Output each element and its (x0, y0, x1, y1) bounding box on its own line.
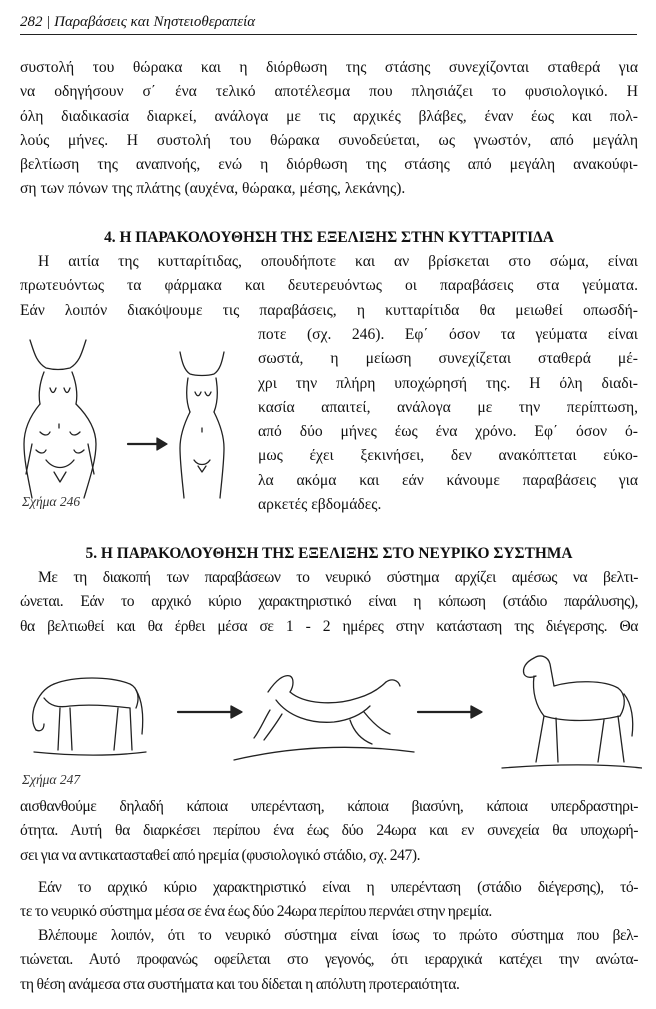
section-5-paragraph-1 (20, 566, 638, 639)
figure-247-caption: Σχήμα 247 (22, 772, 81, 787)
text-line: βελτίωση της αναπνοής, ενώ η διόρθωση της στάσης από μεγάλη ανακούφι- (20, 156, 638, 174)
text-line: Με τη διακοπή των παραβάσεων το νευρικό σύστημα αρχίζει αμέσως να βελτι- (38, 569, 638, 586)
text-line: αισθανθούμε δηλαδή κάποια υπερένταση, κάποια βιασύνη, κάποια υπερδραστηρι- (20, 798, 638, 815)
text-line: όλη διαδικασία διαρκεί, ανάλογα με τις αρχικές βλάβες, έναν έως και πολ- (20, 107, 638, 125)
text-line: Εάν το αρχικό κύριο χαρακτηριστικό είναι η υπερένταση (στάδιο διέγερσης), τό- (38, 879, 638, 896)
female-body-before-after-illustration (10, 332, 250, 502)
text-line: μως έχει ξεκινήσει, δεν ανακόπτεται εύκο- (258, 447, 638, 465)
section-5-paragraph-3 (20, 876, 638, 925)
section-5-heading: 5. Η ΠΑΡΑΚΟΛΟΥΘΗΣΗ ΤΗΣ ΕΞΕΛΙΞΗΣ ΣΤΟ ΝΕΥΡΙΚΟ ΣΥΣΤΗΜΑ (85, 545, 573, 562)
text-line: από δύο μήνες έως ένα χρόνο. Εφ΄ όσον ό- (258, 423, 638, 441)
text-line: λα ακόμα και εάν κάνουμε παραβάσεις για (258, 471, 638, 489)
text-line: ώνεται. Εάν το αρχικό κύριο χαρακτηριστικό είναι η κόπωση (στάδιο παράλυσης), (20, 593, 638, 611)
section-4-paragraph (20, 250, 638, 323)
text-line: χρι την πλήρη υποχώρησή της. Η όλη διαδι- (258, 374, 638, 392)
text-line: συστολή του θώρακα και η διόρθωση της στάσης συνεχίζονται σταθερά για (20, 59, 638, 76)
horse-states-illustration (14, 650, 642, 778)
text-line: ότητα. Αυτή θα διαρκέσει περίπου ένα έως δύο 24ωρα και εν συνεχεία θα υποχωρή- (20, 822, 638, 840)
text-line: κασία απαιτεί, ανάλογα με την περίπτωση, (258, 398, 638, 416)
text-line: Βλέπουμε λοιπόν, ότι το νευρικό σύστημα είναι ίσως το πρώτο σύστημα που βελ- (38, 927, 638, 944)
text-line: να οδηγήσουν σ΄ ένα τελικό αποτέλεσμα που πλησιάζει το φυσιολογικό. Η (20, 83, 638, 101)
running-header: 282 | Παραβάσεις και Νηστειοθεραπεία (20, 12, 637, 35)
text-line: λούς μήνες. Η συστολή του θώρακα συνοδεύεται, ως γνωστόν, από μεγάλη (20, 131, 638, 149)
section-4-heading: 4. Η ΠΑΡΑΚΟΛΟΥΘΗΣΗ ΤΗΣ ΕΞΕΛΙΞΗΣ ΣΤΗΝ ΚΥΤΤΑΡΙΤΙΔΑ (104, 229, 554, 246)
text-line: ποτε (σχ. 246). Εφ΄ όσον τα γεύματα είναι (258, 326, 638, 343)
text-line: πρωτευόντως τα φάρμακα και δευτερευόντως οι παραβάσεις στα γεύματα. (20, 277, 638, 295)
text-line: σει για να αντικατασταθεί από ηρεμία (φυσιολογικό στάδιο, σχ. 247). (20, 846, 421, 864)
intro-paragraph (20, 56, 638, 202)
text-line: σωστά, η μείωση συνεχίζεται σταθερά μέ- (258, 350, 638, 368)
section-5-paragraph-2 (20, 795, 638, 868)
text-line: τιώνεται. Αυτό προφανώς οφείλεται στο γεγονός, ότι ιεραρχικά κατέχει την ανώτα- (20, 951, 638, 969)
text-line: Η αιτία της κυτταρίτιδας, οπουδήποτε και αν βρίσκεται στο σώμα, είναι (38, 253, 638, 270)
section-5-paragraph-4 (20, 924, 638, 997)
text-line: τη θέση ανάμεσα στα συστήματα και του δίδεται η απόλυτη προτεραιότητα. (20, 975, 460, 993)
text-line: τε το νευρικό σύστημα μέσα σε ένα έως δύο 24ωρα περίπου περνάει στην ηρεμία. (20, 903, 492, 921)
text-line: ση των πόνων της πλάτης (αυχένα, θώρακα, μέσης, λεκάνης). (20, 180, 406, 198)
text-line: αρκετές εβδομάδες. (258, 496, 382, 514)
section-4-wrapped-text (258, 323, 638, 517)
figure-246-caption: Σχήμα 246 (22, 494, 81, 509)
text-line: θα βελτιωθεί και θα έρθει μέσα σε 1 - 2 ημέρες στην κατάσταση της διέγερσης. Θα (20, 617, 638, 635)
text-line: Εάν λοιπόν διακόψουμε τις παραβάσεις, η κυτταρίτιδα θα μειωθεί οπωσδή- (20, 301, 638, 319)
